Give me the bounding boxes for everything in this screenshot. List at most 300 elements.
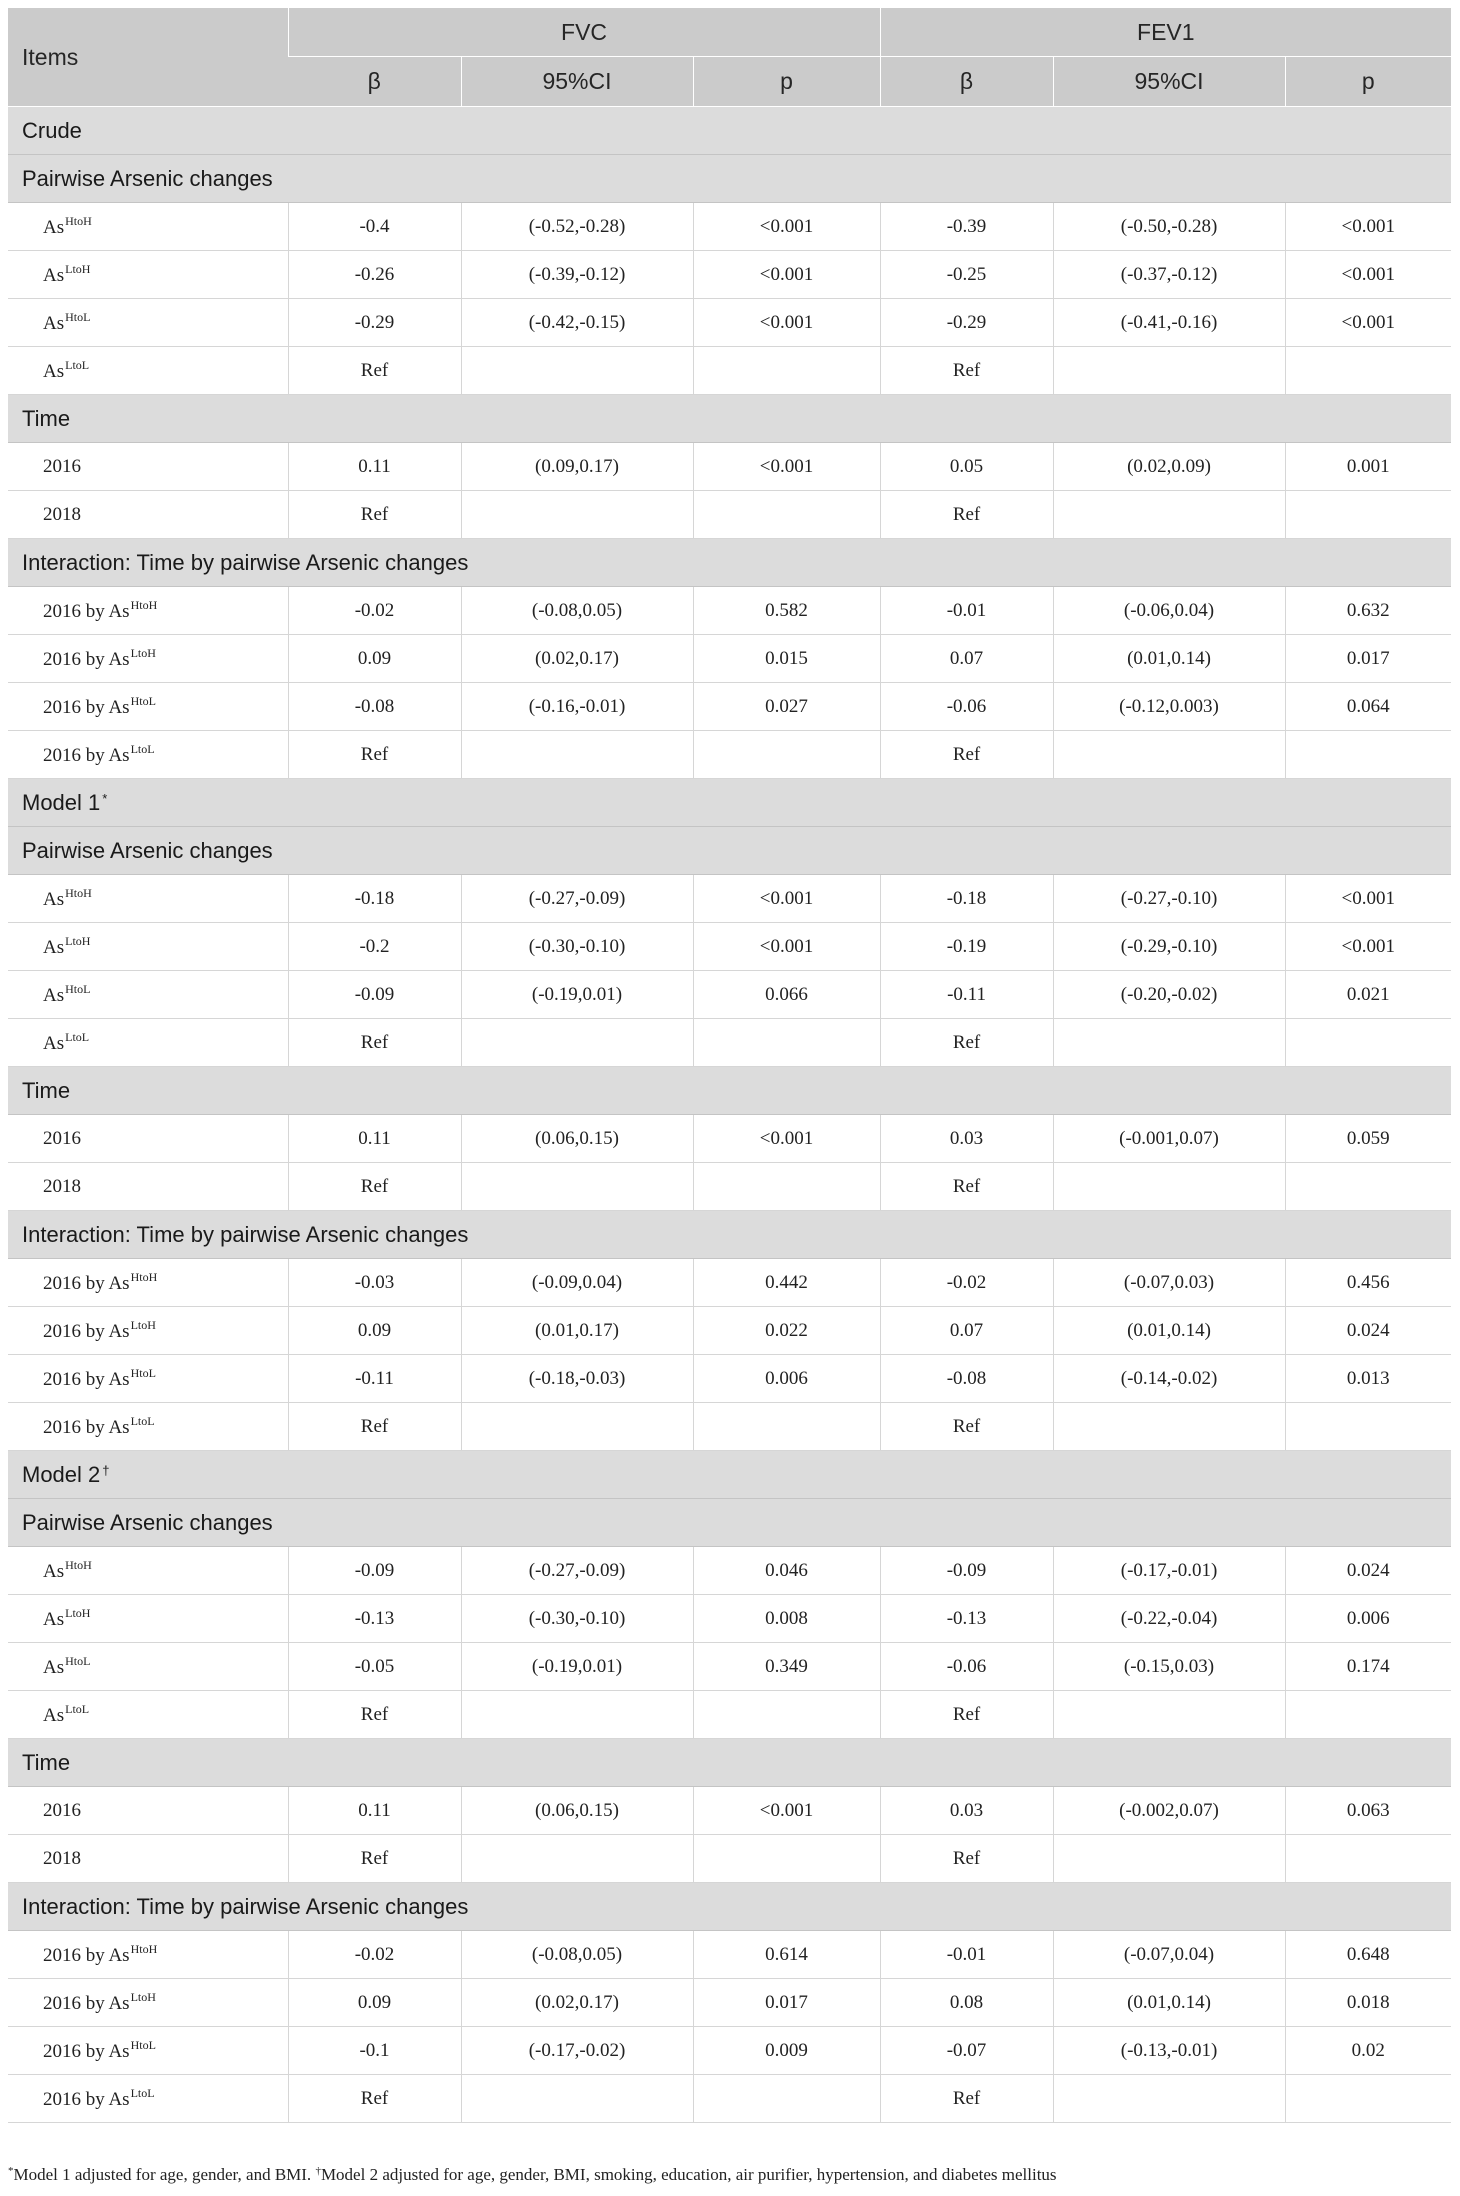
fvc-beta-cell: -0.11 (288, 1355, 461, 1403)
row-label-prefix: 2016 by (43, 2041, 109, 2062)
fev1-ci-cell: (-0.50,-0.28) (1053, 203, 1285, 251)
row-label-base: As (108, 1417, 130, 1438)
fvc-p-header: p (693, 57, 880, 107)
fvc-ci-cell: (-0.16,-0.01) (461, 683, 693, 731)
fev1-p-cell (1285, 1163, 1451, 1211)
row-label-base: As (108, 2089, 130, 2110)
fvc-ci-cell (461, 731, 693, 779)
fvc-ci-cell: (0.09,0.17) (461, 443, 693, 491)
fev1-ci-cell: (-0.12,0.003) (1053, 683, 1285, 731)
row-label-base: As (43, 985, 65, 1006)
fev1-ci-cell (1053, 1835, 1285, 1883)
row-label (8, 683, 288, 731)
row-label (8, 1835, 288, 1883)
group-title-cell (8, 1067, 1451, 1115)
group-title: Pairwise Arsenic changes (22, 165, 273, 191)
row-label-base: As (43, 889, 65, 910)
fev1-p-cell: 0.024 (1285, 1307, 1451, 1355)
fvc-ci-cell: (-0.52,-0.28) (461, 203, 693, 251)
fev1-beta-cell: 0.03 (880, 1787, 1053, 1835)
fvc-beta-header: β (288, 57, 461, 107)
fvc-p-cell (693, 1835, 880, 1883)
fvc-group-header: FVC (288, 8, 880, 57)
group-row (8, 539, 1451, 587)
fvc-beta-cell: Ref (288, 1835, 461, 1883)
fev1-ci-cell: (-0.13,-0.01) (1053, 2027, 1285, 2075)
row-label-superscript: HtoH (65, 1558, 92, 1572)
row-label-superscript: HtoH (65, 214, 92, 228)
footnote-mark-model2: † (315, 2165, 321, 2177)
row-label (8, 1307, 288, 1355)
row-label (8, 923, 288, 971)
table-row (8, 683, 1451, 731)
group-title: Time (22, 1749, 71, 1775)
fvc-ci-header: 95%CI (461, 57, 693, 107)
table-row (8, 1163, 1451, 1211)
section-title-cell (8, 1451, 1451, 1499)
row-label (8, 2075, 288, 2123)
row-label-prefix: 2016 by (43, 649, 109, 670)
fvc-p-cell (693, 1163, 880, 1211)
row-label-superscript: HtoL (65, 982, 91, 996)
fev1-p-cell: <0.001 (1285, 251, 1451, 299)
table-row (8, 347, 1451, 395)
group-title-cell (8, 1499, 1451, 1547)
fvc-beta-cell: -0.26 (288, 251, 461, 299)
fvc-p-cell: <0.001 (693, 203, 880, 251)
fev1-p-cell: <0.001 (1285, 923, 1451, 971)
fev1-beta-cell: -0.25 (880, 251, 1053, 299)
row-label-prefix: 2018 (43, 503, 81, 525)
fvc-p-cell: 0.017 (693, 1979, 880, 2027)
fev1-ci-cell (1053, 347, 1285, 395)
row-label-base: As (108, 745, 130, 766)
fev1-beta-cell: -0.07 (880, 2027, 1053, 2075)
row-label-prefix: 2016 (43, 1127, 81, 1149)
fev1-ci-cell (1053, 1403, 1285, 1451)
fev1-beta-cell: -0.19 (880, 923, 1053, 971)
table-row (8, 2075, 1451, 2123)
fev1-p-cell (1285, 491, 1451, 539)
items-column-header: Items (8, 8, 288, 107)
row-label (8, 1595, 288, 1643)
group-row (8, 827, 1451, 875)
row-label-base: As (43, 313, 65, 334)
fvc-ci-cell (461, 1835, 693, 1883)
row-label-base: As (43, 1609, 65, 1630)
row-label-base: As (108, 697, 130, 718)
fvc-p-cell (693, 491, 880, 539)
row-label-base: As (108, 1273, 130, 1294)
fev1-beta-cell: -0.29 (880, 299, 1053, 347)
table-row (8, 1307, 1451, 1355)
fvc-p-cell: 0.442 (693, 1259, 880, 1307)
fvc-p-cell (693, 1691, 880, 1739)
row-label (8, 1163, 288, 1211)
fvc-p-cell (693, 1403, 880, 1451)
fvc-ci-cell: (-0.08,0.05) (461, 587, 693, 635)
table-row (8, 635, 1451, 683)
group-row (8, 1211, 1451, 1259)
fev1-ci-cell (1053, 2075, 1285, 2123)
group-title: Time (22, 1077, 71, 1103)
row-label (8, 875, 288, 923)
section-title: Model 2 (22, 1461, 101, 1487)
table-row (8, 971, 1451, 1019)
row-label (8, 491, 288, 539)
fvc-beta-cell: -0.09 (288, 971, 461, 1019)
fvc-beta-cell: 0.09 (288, 1307, 461, 1355)
table-row (8, 491, 1451, 539)
fev1-ci-cell: (0.01,0.14) (1053, 635, 1285, 683)
fvc-ci-cell: (-0.27,-0.09) (461, 875, 693, 923)
group-row (8, 1883, 1451, 1931)
section-title: Crude (22, 117, 82, 143)
row-label (8, 635, 288, 683)
fev1-group-header: FEV1 (880, 8, 1451, 57)
row-label-base: As (43, 217, 65, 238)
section-row (8, 107, 1451, 155)
group-row (8, 1499, 1451, 1547)
fvc-ci-cell (461, 1403, 693, 1451)
fev1-p-cell (1285, 1403, 1451, 1451)
fev1-p-cell: 0.024 (1285, 1547, 1451, 1595)
row-label (8, 1547, 288, 1595)
fvc-beta-cell: Ref (288, 1163, 461, 1211)
fvc-beta-cell: -0.08 (288, 683, 461, 731)
row-label-superscript: LtoL (130, 742, 155, 756)
fvc-ci-cell: (0.06,0.15) (461, 1787, 693, 1835)
fvc-ci-cell: (0.02,0.17) (461, 1979, 693, 2027)
group-title-cell (8, 1739, 1451, 1787)
section-footnote-mark: * (102, 790, 108, 806)
section-title: Model 1 (22, 789, 101, 815)
fev1-ci-cell: (-0.29,-0.10) (1053, 923, 1285, 971)
fev1-p-cell (1285, 2075, 1451, 2123)
fvc-p-cell: 0.015 (693, 635, 880, 683)
fvc-p-cell: 0.349 (693, 1643, 880, 1691)
fev1-p-cell: 0.017 (1285, 635, 1451, 683)
fvc-ci-cell (461, 2075, 693, 2123)
fev1-ci-cell: (-0.07,0.03) (1053, 1259, 1285, 1307)
fvc-beta-cell: -0.09 (288, 1547, 461, 1595)
row-label-base: As (108, 601, 130, 622)
row-label-prefix: 2016 by (43, 1993, 109, 2014)
section-title-cell (8, 779, 1451, 827)
row-label-base: As (108, 2041, 130, 2062)
fvc-p-cell (693, 731, 880, 779)
row-label (8, 443, 288, 491)
fvc-beta-cell: -0.1 (288, 2027, 461, 2075)
fev1-p-cell: 0.018 (1285, 1979, 1451, 2027)
fev1-ci-header: 95%CI (1053, 57, 1285, 107)
fev1-p-cell: 0.456 (1285, 1259, 1451, 1307)
row-label-superscript: LtoL (65, 1702, 90, 1716)
row-label-prefix: 2018 (43, 1847, 81, 1869)
row-label-superscript: HtoH (65, 886, 92, 900)
regression-results-table (8, 8, 1451, 2123)
group-title: Pairwise Arsenic changes (22, 837, 273, 863)
fev1-ci-cell: (-0.20,-0.02) (1053, 971, 1285, 1019)
fvc-beta-cell: 0.11 (288, 1787, 461, 1835)
fev1-beta-cell: -0.02 (880, 1259, 1053, 1307)
row-label-superscript: LtoH (130, 1990, 156, 2004)
fvc-ci-cell (461, 1163, 693, 1211)
row-label-prefix: 2016 (43, 1799, 81, 1821)
fev1-beta-cell: -0.13 (880, 1595, 1053, 1643)
row-label-base: As (43, 1657, 65, 1678)
row-label-superscript: HtoL (130, 1366, 156, 1380)
fvc-beta-cell: Ref (288, 491, 461, 539)
fev1-ci-cell: (0.01,0.14) (1053, 1979, 1285, 2027)
fvc-beta-cell: Ref (288, 1403, 461, 1451)
fvc-p-cell: <0.001 (693, 923, 880, 971)
group-title: Pairwise Arsenic changes (22, 1509, 273, 1535)
row-label-prefix: 2016 by (43, 745, 109, 766)
fvc-beta-cell: 0.11 (288, 1115, 461, 1163)
fev1-beta-cell: -0.09 (880, 1547, 1053, 1595)
fvc-p-cell: 0.582 (693, 587, 880, 635)
fev1-beta-cell: Ref (880, 731, 1053, 779)
row-label-base: As (43, 937, 65, 958)
row-label-base: As (108, 1945, 130, 1966)
row-label-base: As (43, 361, 65, 382)
table-row (8, 1547, 1451, 1595)
fev1-beta-cell: -0.11 (880, 971, 1053, 1019)
row-label-base: As (108, 649, 130, 670)
row-label (8, 1403, 288, 1451)
fev1-p-cell (1285, 1691, 1451, 1739)
fvc-p-cell: <0.001 (693, 1115, 880, 1163)
fev1-p-cell (1285, 1835, 1451, 1883)
row-label-prefix: 2016 by (43, 697, 109, 718)
table-row (8, 1835, 1451, 1883)
fvc-p-cell (693, 347, 880, 395)
table-row (8, 1931, 1451, 1979)
fvc-ci-cell: (-0.17,-0.02) (461, 2027, 693, 2075)
row-label-prefix: 2018 (43, 1175, 81, 1197)
fvc-beta-cell: 0.11 (288, 443, 461, 491)
fev1-ci-cell: (-0.22,-0.04) (1053, 1595, 1285, 1643)
row-label-superscript: LtoH (65, 934, 91, 948)
row-label-superscript: LtoL (65, 358, 90, 372)
fev1-ci-cell: (-0.41,-0.16) (1053, 299, 1285, 347)
group-title-cell (8, 1211, 1451, 1259)
fev1-p-cell (1285, 1019, 1451, 1067)
fvc-ci-cell (461, 347, 693, 395)
fev1-ci-cell (1053, 731, 1285, 779)
fev1-beta-cell: 0.07 (880, 1307, 1053, 1355)
table-row (8, 1019, 1451, 1067)
row-label-superscript: LtoL (130, 2086, 155, 2100)
fev1-beta-cell: -0.18 (880, 875, 1053, 923)
row-label (8, 1643, 288, 1691)
fvc-ci-cell: (0.06,0.15) (461, 1115, 693, 1163)
fvc-p-cell: 0.022 (693, 1307, 880, 1355)
fev1-p-cell: <0.001 (1285, 875, 1451, 923)
group-row (8, 1739, 1451, 1787)
fvc-ci-cell (461, 1691, 693, 1739)
row-label (8, 1259, 288, 1307)
fvc-ci-cell: (-0.09,0.04) (461, 1259, 693, 1307)
group-title-cell (8, 827, 1451, 875)
fvc-beta-cell: -0.02 (288, 587, 461, 635)
row-label (8, 731, 288, 779)
fev1-beta-cell: -0.01 (880, 587, 1053, 635)
fev1-p-cell: 0.648 (1285, 1931, 1451, 1979)
fvc-p-cell: 0.009 (693, 2027, 880, 2075)
fvc-p-cell: 0.066 (693, 971, 880, 1019)
row-label-base: As (43, 1033, 65, 1054)
table-footnote (8, 2165, 1451, 2185)
footnote-text-model1: Model 1 adjusted for age, gender, and BMI. (13, 2165, 316, 2184)
fvc-beta-cell: 0.09 (288, 635, 461, 683)
section-footnote-mark: † (102, 1462, 110, 1478)
table-body (8, 107, 1451, 2123)
fev1-p-cell: 0.013 (1285, 1355, 1451, 1403)
fev1-beta-cell: Ref (880, 2075, 1053, 2123)
fev1-p-cell: 0.02 (1285, 2027, 1451, 2075)
table-row (8, 2027, 1451, 2075)
table-row (8, 443, 1451, 491)
row-label-base: As (108, 1369, 130, 1390)
section-row (8, 1451, 1451, 1499)
row-label-superscript: HtoL (130, 694, 156, 708)
fev1-beta-cell: -0.39 (880, 203, 1053, 251)
fev1-beta-cell: Ref (880, 491, 1053, 539)
fev1-p-cell: <0.001 (1285, 299, 1451, 347)
fev1-beta-cell: Ref (880, 1835, 1053, 1883)
row-label (8, 251, 288, 299)
row-label (8, 1931, 288, 1979)
fev1-beta-cell: Ref (880, 347, 1053, 395)
fvc-beta-cell: -0.13 (288, 1595, 461, 1643)
fev1-ci-cell (1053, 491, 1285, 539)
table-row (8, 731, 1451, 779)
fvc-p-cell: <0.001 (693, 251, 880, 299)
fev1-p-cell: 0.059 (1285, 1115, 1451, 1163)
row-label-superscript: LtoH (65, 1606, 91, 1620)
fvc-beta-cell: -0.29 (288, 299, 461, 347)
row-label-prefix: 2016 by (43, 1417, 109, 1438)
group-title: Interaction: Time by pairwise Arsenic changes (22, 549, 469, 575)
fev1-p-cell (1285, 347, 1451, 395)
fev1-beta-cell: 0.05 (880, 443, 1053, 491)
fev1-ci-cell: (-0.06,0.04) (1053, 587, 1285, 635)
fev1-p-cell: 0.063 (1285, 1787, 1451, 1835)
fvc-ci-cell: (-0.19,0.01) (461, 971, 693, 1019)
fvc-ci-cell: (-0.30,-0.10) (461, 923, 693, 971)
table-row (8, 875, 1451, 923)
fev1-beta-cell: -0.08 (880, 1355, 1053, 1403)
section-row (8, 779, 1451, 827)
fvc-p-cell: <0.001 (693, 875, 880, 923)
footnote-mark-model1: * (8, 2165, 14, 2177)
row-label-superscript: HtoH (130, 598, 158, 612)
row-label-superscript: HtoH (130, 1270, 158, 1284)
row-label (8, 347, 288, 395)
fev1-ci-cell: (-0.002,0.07) (1053, 1787, 1285, 1835)
fvc-ci-cell: (-0.18,-0.03) (461, 1355, 693, 1403)
fev1-p-cell: 0.021 (1285, 971, 1451, 1019)
group-title-cell (8, 539, 1451, 587)
row-label (8, 1355, 288, 1403)
row-label-base: As (43, 1561, 65, 1582)
table-row (8, 1259, 1451, 1307)
group-row (8, 155, 1451, 203)
table-row (8, 1979, 1451, 2027)
fev1-ci-cell: (-0.07,0.04) (1053, 1931, 1285, 1979)
group-row (8, 1067, 1451, 1115)
fvc-ci-cell (461, 491, 693, 539)
row-label (8, 299, 288, 347)
fev1-ci-cell (1053, 1691, 1285, 1739)
fvc-beta-cell: -0.03 (288, 1259, 461, 1307)
row-label (8, 2027, 288, 2075)
fvc-beta-cell: -0.02 (288, 1931, 461, 1979)
fev1-ci-cell (1053, 1163, 1285, 1211)
fev1-ci-cell: (0.02,0.09) (1053, 443, 1285, 491)
row-label (8, 1787, 288, 1835)
table-row (8, 1787, 1451, 1835)
fvc-beta-cell: Ref (288, 1019, 461, 1067)
fvc-beta-cell: -0.4 (288, 203, 461, 251)
group-title-cell (8, 1883, 1451, 1931)
row-label-superscript: HtoL (65, 310, 91, 324)
fev1-p-header: p (1285, 57, 1451, 107)
fev1-beta-cell: Ref (880, 1019, 1053, 1067)
fev1-beta-cell: -0.06 (880, 1643, 1053, 1691)
row-label-superscript: LtoL (130, 1414, 155, 1428)
table-row (8, 299, 1451, 347)
fev1-p-cell: 0.001 (1285, 443, 1451, 491)
row-label-prefix: 2016 by (43, 601, 109, 622)
fvc-beta-cell: Ref (288, 2075, 461, 2123)
fvc-p-cell: <0.001 (693, 299, 880, 347)
fvc-p-cell (693, 1019, 880, 1067)
fev1-ci-cell: (-0.15,0.03) (1053, 1643, 1285, 1691)
fev1-p-cell: 0.064 (1285, 683, 1451, 731)
fvc-beta-cell: -0.2 (288, 923, 461, 971)
fvc-beta-cell: 0.09 (288, 1979, 461, 2027)
group-title: Time (22, 405, 71, 431)
group-title: Interaction: Time by pairwise Arsenic changes (22, 1221, 469, 1247)
row-label (8, 1979, 288, 2027)
fev1-beta-cell: 0.07 (880, 635, 1053, 683)
group-title-cell (8, 155, 1451, 203)
row-label-prefix: 2016 by (43, 1369, 109, 1390)
footnote-text-model2: Model 2 adjusted for age, gender, BMI, smoking, education, air purifier, hypertension, and diabetes mellitus (320, 2165, 1057, 2184)
table-row (8, 1691, 1451, 1739)
fev1-p-cell: 0.632 (1285, 587, 1451, 635)
fev1-ci-cell: (-0.17,-0.01) (1053, 1547, 1285, 1595)
fvc-ci-cell: (-0.27,-0.09) (461, 1547, 693, 1595)
fev1-beta-cell: -0.01 (880, 1931, 1053, 1979)
group-title-cell (8, 395, 1451, 443)
fvc-ci-cell: (-0.19,0.01) (461, 1643, 693, 1691)
row-label-prefix: 2016 by (43, 1321, 109, 1342)
group-row (8, 395, 1451, 443)
fev1-p-cell: <0.001 (1285, 203, 1451, 251)
table-row (8, 203, 1451, 251)
fvc-beta-cell: -0.05 (288, 1643, 461, 1691)
row-label-base: As (43, 1705, 65, 1726)
fvc-beta-cell: -0.18 (288, 875, 461, 923)
fvc-beta-cell: Ref (288, 1691, 461, 1739)
row-label-base: As (108, 1993, 130, 2014)
fvc-p-cell: <0.001 (693, 443, 880, 491)
fev1-p-cell: 0.006 (1285, 1595, 1451, 1643)
